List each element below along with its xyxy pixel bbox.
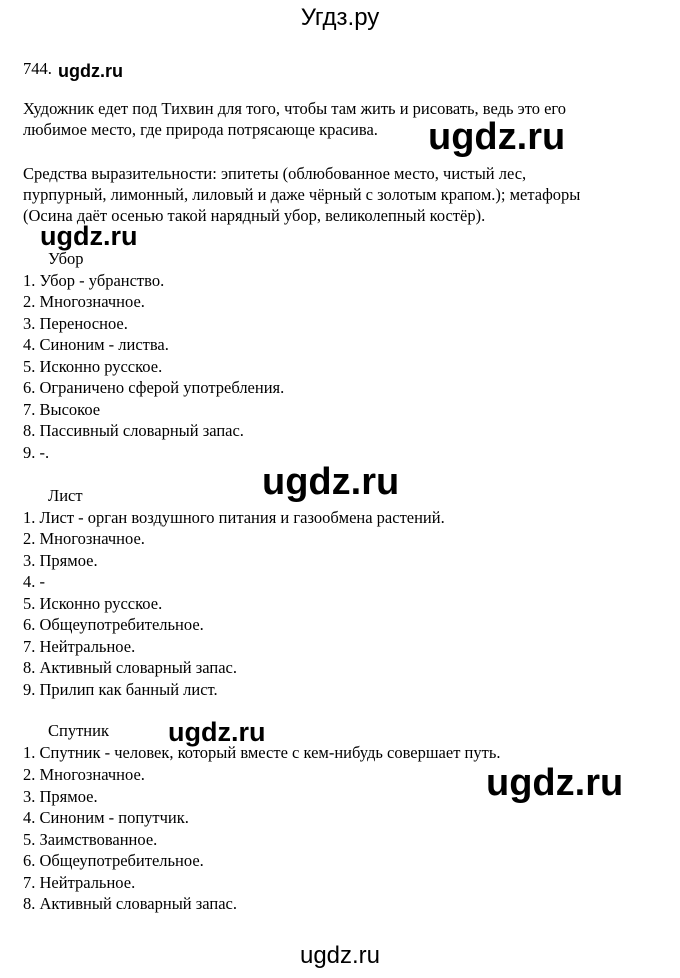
list-item: 6. Ограничено сферой употребления. — [23, 378, 285, 397]
list-item: 4. Синоним - листва. — [23, 335, 169, 354]
paragraph-line: Средства выразительности: эпитеты (облюбованное место, чистый лес, — [23, 164, 527, 183]
watermark: ugdz.ru — [58, 61, 123, 81]
list-item: 8. Пассивный словарный запас. — [23, 421, 244, 440]
watermark: ugdz.ru — [428, 116, 566, 158]
list-item: 8. Активный словарный запас. — [23, 894, 237, 913]
list-item: 3. Прямое. — [23, 787, 98, 806]
list-item: 7. Нейтральное. — [23, 637, 136, 656]
site-header: Угдз.ру — [300, 4, 380, 31]
paragraph-line: Художник едет под Тихвин для того, чтобы там жить и рисовать, ведь это его — [23, 99, 566, 118]
watermark: ugdz.ru — [168, 717, 266, 747]
paragraph-line: любимое место, где природа потрясающе красива. — [23, 120, 378, 139]
watermark: ugdz.ru — [40, 221, 138, 251]
paragraph-line: (Осина даёт осенью такой нарядный убор, великолепный костёр). — [23, 206, 486, 225]
list-item: 5. Исконно русское. — [23, 357, 163, 376]
list-item: 5. Исконно русское. — [23, 594, 163, 613]
task-number: 744. — [23, 59, 52, 78]
list-item: 9. -. — [23, 443, 50, 462]
section-heading-ubor: Убор — [48, 249, 84, 268]
section-heading-list: Лист — [48, 486, 83, 505]
list-item: 1. Убор - убранство. — [23, 271, 165, 290]
list-item: 1. Спутник - человек, который вместе с кем-нибудь совершает путь. — [23, 743, 501, 762]
list-item: 1. Лист - орган воздушного питания и газообмена растений. — [23, 508, 445, 527]
list-item: 8. Активный словарный запас. — [23, 658, 237, 677]
list-item: 4. - — [23, 572, 45, 591]
list-item: 3. Прямое. — [23, 551, 98, 570]
list-item: 6. Общеупотребительное. — [23, 851, 204, 870]
list-item: 7. Высокое — [23, 400, 101, 419]
paragraph-line: пурпурный, лимонный, лиловый и даже чёрный с золотым крапом.); метафоры — [23, 185, 581, 204]
section-heading-sputnik: Спутник — [48, 721, 109, 740]
watermark: ugdz.ru — [262, 461, 400, 503]
list-item: 6. Общеупотребительное. — [23, 615, 204, 634]
list-item: 9. Прилип как банный лист. — [23, 680, 218, 699]
list-item: 7. Нейтральное. — [23, 873, 136, 892]
list-item: 5. Заимствованное. — [23, 830, 158, 849]
list-item: 2. Многозначное. — [23, 765, 145, 784]
site-footer: ugdz.ru — [299, 942, 381, 969]
list-item: 2. Многозначное. — [23, 529, 145, 548]
list-item: 2. Многозначное. — [23, 292, 145, 311]
list-item: 4. Синоним - попутчик. — [23, 808, 189, 827]
watermark: ugdz.ru — [486, 762, 624, 804]
list-item: 3. Переносное. — [23, 314, 128, 333]
